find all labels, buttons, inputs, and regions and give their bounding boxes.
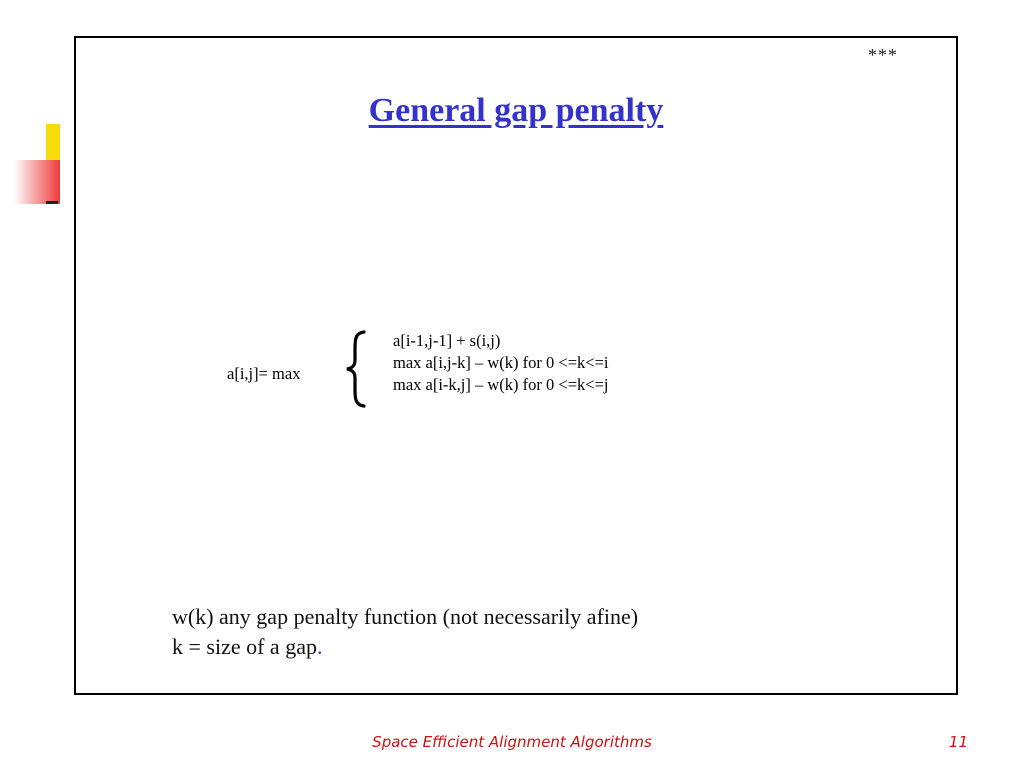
explanation-line-gap-size — [172, 632, 638, 662]
formula-lhs: a[i,j]= max — [227, 364, 301, 383]
decor-dash — [46, 201, 58, 204]
formula-cases — [393, 330, 608, 396]
explanation-text — [172, 602, 638, 662]
footer-title: Space Efficient Alignment Algorithms — [372, 733, 652, 751]
slide-title: General gap penalty — [368, 92, 664, 129]
stars-marker: *** — [868, 45, 898, 65]
gap-size-period: . — [316, 634, 323, 659]
formula-case-gap-in-column: max a[i-k,j] – w(k) for 0 <=k<=j — [393, 375, 609, 394]
left-brace-icon — [344, 330, 368, 408]
explanation-line-gap-function: w(k) any gap penalty function (not necessarily afine) — [172, 604, 639, 629]
formula-case-gap-in-row: max a[i,j-k] – w(k) for 0 <=k<=i — [393, 353, 609, 372]
page-number: 11 — [948, 733, 968, 751]
slide-image-frame — [74, 36, 958, 695]
decor-red-gradient-block — [14, 160, 60, 204]
formula-case-diagonal: a[i-1,j-1] + s(i,j) — [393, 331, 501, 350]
decor-yellow-bar — [46, 124, 60, 160]
gap-size-text: k = size of a gap — [172, 634, 317, 659]
